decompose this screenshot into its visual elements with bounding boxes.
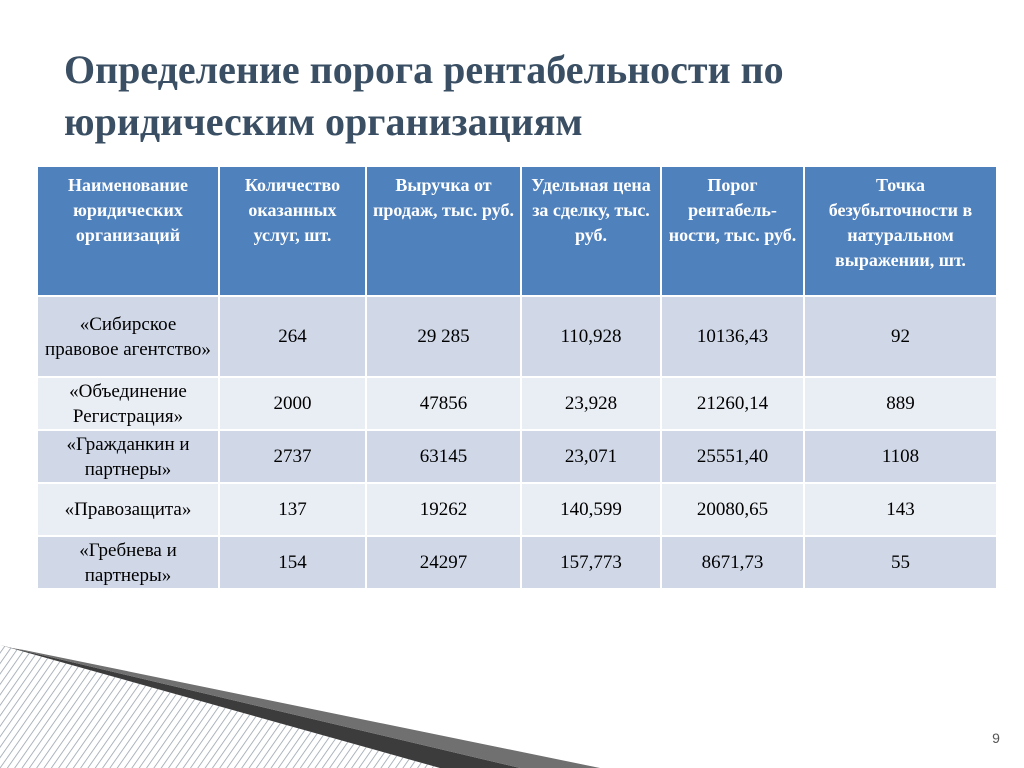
cell-break-even-units: 143: [804, 483, 997, 536]
cell-org-name: «Объединение Регистрация»: [37, 377, 219, 430]
cell-unit-price: 140,599: [521, 483, 661, 536]
table-row: [37, 483, 997, 536]
cell-unit-price: 23,071: [521, 430, 661, 483]
cell-unit-price: 157,773: [521, 536, 661, 589]
cell-break-even-units: 92: [804, 296, 997, 377]
cell-break-even-units: 889: [804, 377, 997, 430]
cell-org-name: «Гребнева и партнеры»: [37, 536, 219, 589]
page-number: 9: [992, 730, 1000, 746]
cell-break-even-revenue: 21260,14: [661, 377, 804, 430]
header-break-even-revenue: Порог рентабель-ности, тыс. руб.: [661, 166, 804, 296]
header-revenue: Выручка от продаж, тыс. руб.: [366, 166, 521, 296]
header-break-even-units: Точка безубыточности в натуральном выражении, шт.: [804, 166, 997, 296]
cell-break-even-revenue: 25551,40: [661, 430, 804, 483]
cell-services-count: 137: [219, 483, 366, 536]
header-unit-price: Удельная цена за сделку, тыс. руб.: [521, 166, 661, 296]
page-title: Определение порога рентабельности по юридическим организациям: [64, 47, 784, 144]
cell-revenue: 19262: [366, 483, 521, 536]
decorative-stripes: [0, 600, 1024, 768]
cell-revenue: 29 285: [366, 296, 521, 377]
cell-break-even-units: 55: [804, 536, 997, 589]
table-row: [37, 536, 997, 589]
cell-org-name: «Сибирское правовое агентство»: [37, 296, 219, 377]
header-services-count: Количество оказанных услуг, шт.: [219, 166, 366, 296]
header-org-name: Наименование юридических организаций: [37, 166, 219, 296]
cell-services-count: 154: [219, 536, 366, 589]
cell-unit-price: 110,928: [521, 296, 661, 377]
cell-revenue: 24297: [366, 536, 521, 589]
cell-break-even-revenue: 10136,43: [661, 296, 804, 377]
cell-services-count: 2737: [219, 430, 366, 483]
table-row: [37, 430, 997, 483]
break-even-table: [36, 165, 998, 590]
table-row: [37, 296, 997, 377]
cell-org-name: «Гражданкин и партнеры»: [37, 430, 219, 483]
cell-revenue: 47856: [366, 377, 521, 430]
cell-break-even-revenue: 8671,73: [661, 536, 804, 589]
cell-revenue: 63145: [366, 430, 521, 483]
cell-org-name: «Правозащита»: [37, 483, 219, 536]
table-header-row: [37, 166, 997, 296]
cell-unit-price: 23,928: [521, 377, 661, 430]
table-row: [37, 377, 997, 430]
cell-services-count: 2000: [219, 377, 366, 430]
cell-break-even-revenue: 20080,65: [661, 483, 804, 536]
cell-services-count: 264: [219, 296, 366, 377]
cell-break-even-units: 1108: [804, 430, 997, 483]
